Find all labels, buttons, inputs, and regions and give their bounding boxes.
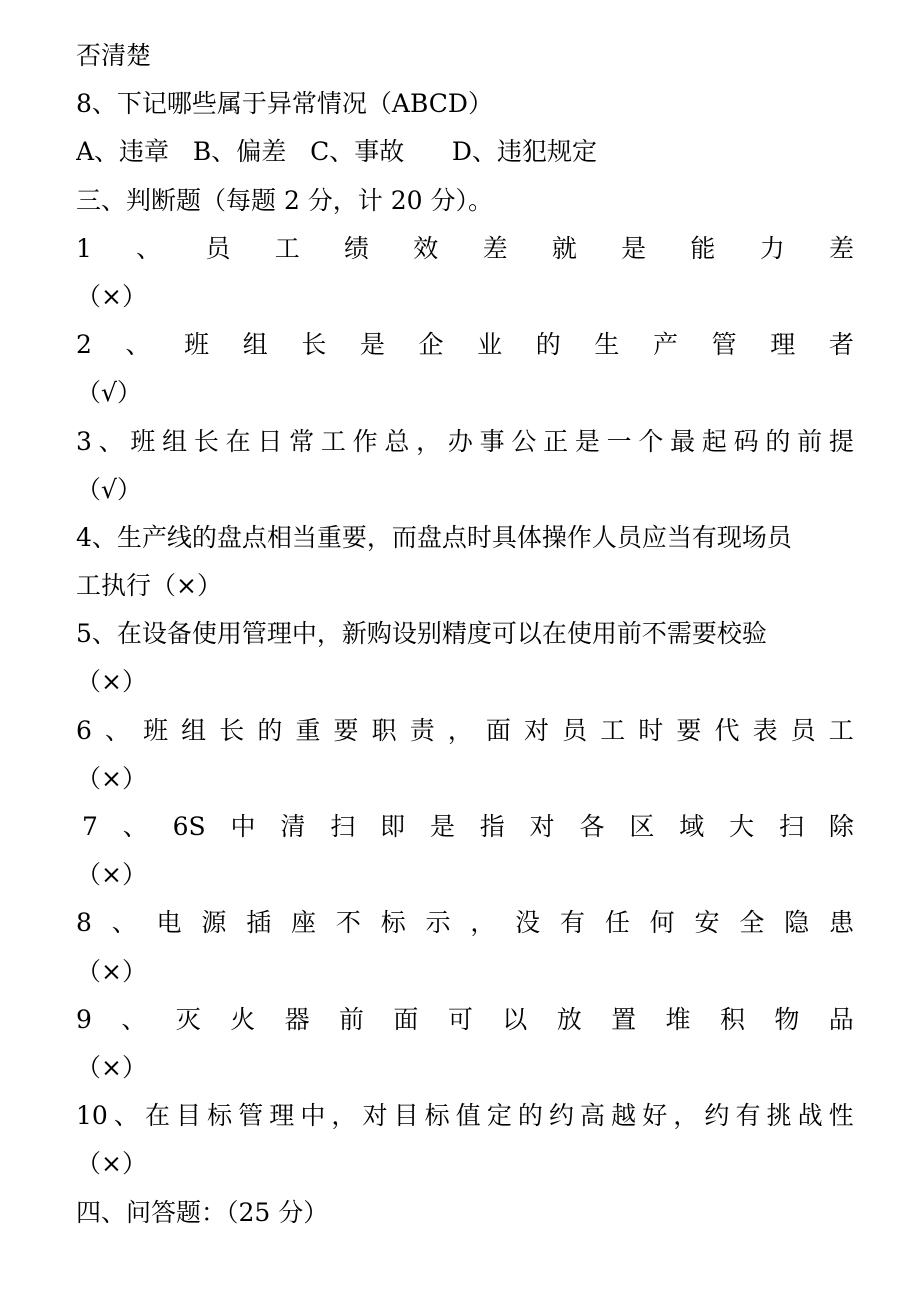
text-line: 工执行（×） — [76, 571, 222, 601]
text-char: 定 — [486, 1101, 512, 1131]
text-char: 战 — [797, 1101, 823, 1131]
text-char: 是 — [359, 330, 385, 360]
text-char: 面 — [485, 715, 511, 745]
text-line: （×） — [76, 860, 147, 890]
text-char: 、 — [111, 908, 137, 938]
text-char: 就 — [551, 233, 577, 263]
text-line: 4、生产线的盘点相当重要，而盘点时具体操作人员应当有现场员 — [76, 522, 792, 552]
text-char: 一 — [606, 426, 632, 456]
text-char: 的 — [517, 1101, 543, 1131]
text-char: 6 — [76, 715, 92, 745]
text-char: 座 — [291, 908, 317, 938]
text-char: 9 — [76, 1004, 92, 1034]
text-char: 员 — [205, 233, 231, 263]
text-char: 示 — [425, 908, 451, 938]
text-char: 值 — [455, 1101, 481, 1131]
text-char: 工 — [828, 715, 854, 745]
text-char: 何 — [649, 908, 675, 938]
text-char: 能 — [690, 233, 716, 263]
text-char: 差 — [482, 233, 508, 263]
text-char: 中 — [300, 1101, 326, 1131]
text-char: 约 — [704, 1101, 730, 1131]
text-char: ， — [331, 1101, 357, 1131]
text-char: 好 — [642, 1101, 668, 1131]
text-char: ， — [673, 1101, 699, 1131]
text-char: 器 — [284, 1004, 310, 1034]
text-char: 工 — [600, 715, 626, 745]
text-char: 力 — [759, 233, 785, 263]
text-char: 表 — [752, 715, 778, 745]
text-char: ， — [447, 715, 473, 745]
text-char: 8 — [76, 908, 92, 938]
text-char: 个 — [638, 426, 664, 456]
text-line — [76, 899, 854, 947]
document-page — [76, 32, 854, 1237]
text-char: 源 — [201, 908, 227, 938]
text-char: 区 — [629, 812, 655, 841]
text-char: 目 — [176, 1101, 202, 1131]
text-char: 长 — [301, 330, 327, 360]
text-char: 目 — [393, 1101, 419, 1131]
text-char: 长 — [219, 715, 245, 745]
text-char: 、 — [125, 330, 151, 360]
text-char: 没 — [515, 908, 541, 938]
text-char: 是 — [429, 812, 455, 841]
text-char: 安 — [694, 908, 720, 938]
text-char: 在 — [144, 1101, 170, 1131]
text-char: 标 — [424, 1101, 450, 1131]
text-char: 是 — [574, 426, 600, 456]
text-char: 对 — [362, 1101, 388, 1131]
text-char: 清 — [280, 812, 306, 841]
text-char: 性 — [828, 1101, 854, 1131]
text-char: 工 — [320, 426, 346, 456]
text-char: 、 — [113, 1101, 139, 1131]
text-char: 员 — [790, 715, 816, 745]
text-char: 起 — [701, 426, 727, 456]
text-line: 8、下记哪些属于异常情况（ABCD） — [76, 89, 493, 119]
text-char: 绩 — [344, 233, 370, 263]
text-char: 物 — [774, 1004, 800, 1034]
text-char: 标 — [207, 1101, 233, 1131]
text-char: 工 — [274, 233, 300, 263]
text-char: 即 — [380, 812, 406, 841]
text-char: 、 — [136, 233, 162, 263]
text-char: 、 — [122, 812, 148, 841]
text-line: （√） — [76, 474, 142, 504]
text-line: （×） — [76, 1052, 147, 1082]
text-char: 大 — [729, 812, 755, 841]
text-char: 是 — [621, 233, 647, 263]
text-char: 正 — [543, 426, 569, 456]
text-char: 任 — [604, 908, 630, 938]
text-char: 班 — [184, 330, 210, 360]
text-char: 以 — [502, 1004, 528, 1034]
text-char: 最 — [670, 426, 696, 456]
text-char: 隐 — [784, 908, 810, 938]
text-char: 组 — [181, 715, 207, 745]
text-char: 全 — [739, 908, 765, 938]
text-char: 组 — [242, 330, 268, 360]
text-char: 1 — [76, 233, 92, 263]
text-char: 患 — [828, 908, 854, 938]
text-char: 约 — [548, 1101, 574, 1131]
text-char: 总 — [384, 426, 410, 456]
text-char: 、 — [121, 1004, 147, 1034]
text-line — [76, 1092, 854, 1140]
text-char: 产 — [652, 330, 678, 360]
text-char: 日 — [257, 426, 283, 456]
text-char: 组 — [162, 426, 188, 456]
text-char: 电 — [156, 908, 182, 938]
text-char: 对 — [529, 812, 555, 841]
text-char: 在 — [225, 426, 251, 456]
text-char: 的 — [535, 330, 561, 360]
text-line — [76, 321, 854, 369]
text-char: 重 — [295, 715, 321, 745]
text-char: 插 — [246, 908, 272, 938]
text-char: 面 — [393, 1004, 419, 1034]
text-char: 的 — [257, 715, 283, 745]
text-char: 可 — [447, 1004, 473, 1034]
text-char: 挑 — [766, 1101, 792, 1131]
text-char: 不 — [335, 908, 361, 938]
text-char: 长 — [193, 426, 219, 456]
text-char: 码 — [733, 426, 759, 456]
text-line — [76, 225, 854, 273]
text-char: 灭 — [175, 1004, 201, 1034]
text-char: 火 — [230, 1004, 256, 1034]
text-line — [76, 418, 854, 466]
text-char: 中 — [230, 812, 256, 841]
text-char: 2 — [76, 330, 92, 360]
text-char: 除 — [828, 812, 854, 841]
text-char: ， — [416, 426, 442, 456]
text-char: 管 — [238, 1101, 264, 1131]
text-char: 者 — [828, 330, 854, 360]
text-char: 堆 — [665, 1004, 691, 1034]
text-char: 6S — [172, 812, 206, 841]
text-line — [76, 803, 854, 851]
text-char: 生 — [594, 330, 620, 360]
text-char: 要 — [333, 715, 359, 745]
text-line: A、违章 B、偏差 C、事故 D、违犯规定 — [76, 137, 597, 167]
text-char: 企 — [418, 330, 444, 360]
text-char: 各 — [579, 812, 605, 841]
text-char: 作 — [352, 426, 378, 456]
text-char: 管 — [711, 330, 737, 360]
text-char: 放 — [556, 1004, 582, 1034]
text-line — [76, 707, 854, 755]
text-char: 7 — [82, 812, 98, 841]
text-char: 积 — [719, 1004, 745, 1034]
text-char: 班 — [130, 426, 156, 456]
text-char: 业 — [477, 330, 503, 360]
text-char: 办 — [447, 426, 473, 456]
text-char: 理 — [269, 1101, 295, 1131]
text-char: 时 — [638, 715, 664, 745]
text-char: 域 — [679, 812, 705, 841]
text-char: 提 — [828, 426, 854, 456]
text-line: 四、问答题：（25 分） — [76, 1197, 329, 1227]
text-char: 3 — [76, 426, 92, 456]
text-char: 员 — [562, 715, 588, 745]
text-char: 公 — [511, 426, 537, 456]
text-char: 高 — [580, 1101, 606, 1131]
text-char: 班 — [143, 715, 169, 745]
text-char: 效 — [413, 233, 439, 263]
text-char: 置 — [611, 1004, 637, 1034]
text-char: 职 — [371, 715, 397, 745]
text-line: （×） — [76, 281, 147, 311]
text-char: 品 — [828, 1004, 854, 1034]
text-char: 责 — [409, 715, 435, 745]
text-char: 有 — [560, 908, 586, 938]
text-line: （×） — [76, 763, 147, 793]
text-char: 理 — [770, 330, 796, 360]
text-line — [76, 996, 854, 1044]
text-char: 要 — [676, 715, 702, 745]
text-char: 、 — [98, 426, 124, 456]
text-char: 的 — [765, 426, 791, 456]
text-line: 否清楚 — [76, 41, 152, 70]
text-line: （×） — [76, 667, 147, 697]
text-line: （√） — [76, 378, 142, 408]
text-char: 常 — [289, 426, 315, 456]
text-char: 代 — [714, 715, 740, 745]
text-line: 5、在设备使用管理中，新购设别精度可以在使用前不需要校验 — [76, 619, 767, 649]
text-line: 三、判断题（每题 2 分，计 20 分）。 — [76, 185, 494, 215]
text-char: 前 — [339, 1004, 365, 1034]
text-char: 10 — [76, 1101, 108, 1131]
text-char: 指 — [479, 812, 505, 841]
text-char: 越 — [611, 1101, 637, 1131]
text-char: 对 — [524, 715, 550, 745]
text-char: 扫 — [330, 812, 356, 841]
text-char: 标 — [380, 908, 406, 938]
text-char: 差 — [828, 233, 854, 263]
text-char: 、 — [104, 715, 130, 745]
text-char: 有 — [735, 1101, 761, 1131]
text-char: ， — [470, 908, 496, 938]
text-char: 前 — [797, 426, 823, 456]
text-line: （×） — [76, 956, 147, 986]
text-line: （×） — [76, 1149, 147, 1179]
text-char: 扫 — [778, 812, 804, 841]
text-char: 事 — [479, 426, 505, 456]
